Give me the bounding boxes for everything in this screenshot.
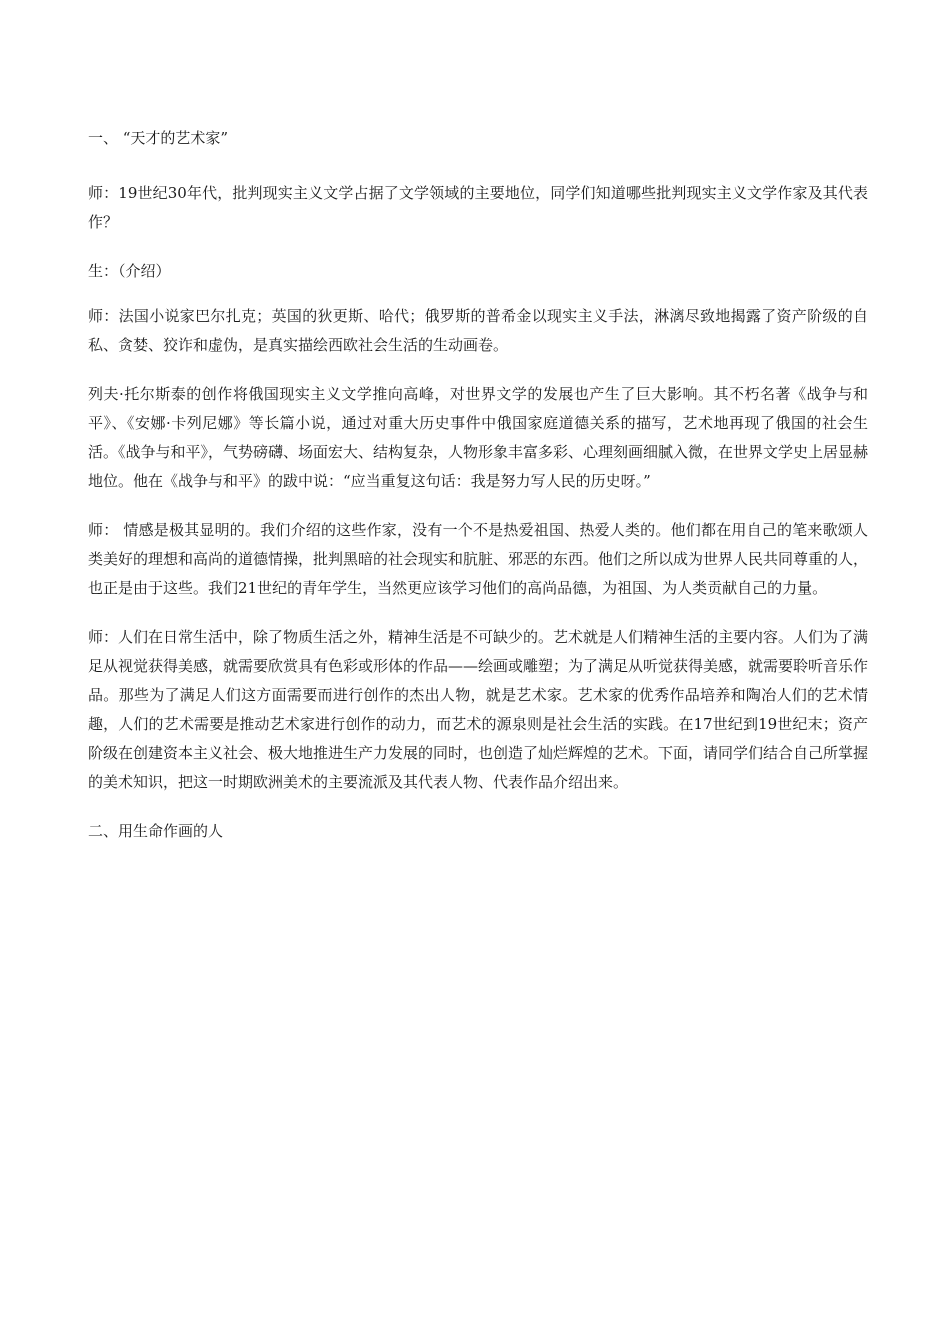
section-heading-2: 二、用生命作画的人 <box>88 822 224 840</box>
paragraph-teacher-art: 师：人们在日常生活中，除了物质生活之外，精神生活是不可缺少的。艺术就是人们精神生活的主要内容。人们为了满足从视觉获得美感，就需要欣赏具有色彩或形体的作品——绘画或雕塑；为了满足从听觉获得美感，就需要聆听音乐作品。那些为了满足人们这方面需要而进行创作的杰出人物，就是艺术家。艺术家的优秀作品培养和陶冶人们的艺术情趣，人们的艺术需要是推动艺术家进行创作的动力，而艺术的源泉则是社会生活的实践。在17世纪到19世纪末；资产阶级在创建资本主义社会、极大地推进生产力发展的同时，也创造了灿烂辉煌的艺术。下面，请同学们结合自己所掌握的美术知识，把这一时期欧洲美术的主要流派及其代表人物、代表作品介绍出来。 <box>88 628 869 791</box>
paragraph-student-intro: 生：（介绍） <box>88 262 171 280</box>
paragraph-teacher-authors: 师：法国小说家巴尔扎克；英国的狄更斯、哈代；俄罗斯的普希金以现实主义手法，淋漓尽致地揭露了资产阶级的自私、贪婪、狡诈和虚伪，是真实描绘西欧社会生活的生动画卷。 <box>88 307 868 354</box>
section-heading-1: 一、 “天才的艺术家” <box>88 129 229 147</box>
paragraph-teacher-emotion: 师： 情感是极其显明的。我们介绍的这些作家，没有一个不是热爱祖国、热爱人类的。他们都在用自己的笔来歌颂人类美好的理想和高尚的道德情操，批判黑暗的社会现实和肮脏、邪恶的东西。他们之所以成为世界人民共同尊重的人，也正是由于这些。我们21世纪的青年学生，当然更应该学习他们的高尚品德，为祖国、为人类贡献自己的力量。 <box>88 521 869 597</box>
paragraph-tolstoy: 列夫·托尔斯泰的创作将俄国现实主义文学推向高峰，对世界文学的发展也产生了巨大影响。其不朽名著《战争与和平》、《安娜·卡列尼娜》等长篇小说，通过对重大历史事件中俄国家庭道德关系的描写，艺术地再现了俄国的社会生活。《战争与和平》，气势磅礴、场面宏大、结构复杂，人物形象丰富多彩、心理刻画细腻入微，在世界文学史上居显赫地位。他在《战争与和平》的跋中说：“应当重复这句话：我是努力写人民的历史呀。” <box>88 385 869 490</box>
document-body <box>88 124 868 866</box>
paragraph-teacher-question: 师：19世纪30年代，批判现实主义文学占据了文学领域的主要地位，同学们知道哪些批判现实主义文学作家及其代表作？ <box>88 184 868 231</box>
